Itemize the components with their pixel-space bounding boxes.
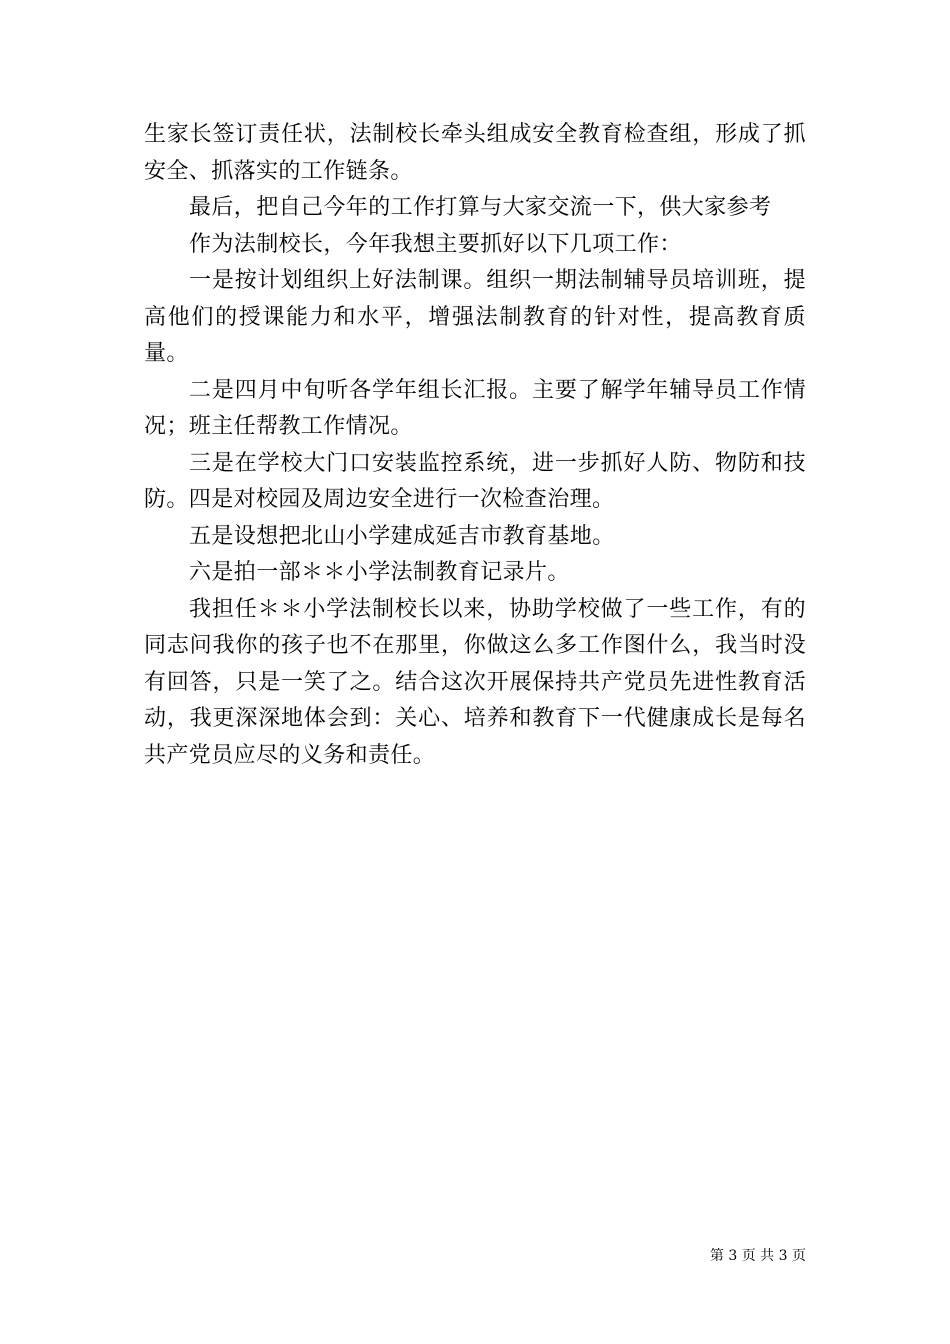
paragraph-conclusion: 我担任＊＊小学法制校长以来，协助学校做了一些工作，有的同志问我你的孩子也不在那里，你做这么多工作图什么，我当时没有回答，只是一笑了之。结合这次开展保持共产党员先进性教育活动，我更深深地体会到：关心、培养和教育下一代健康成长是每名共产党员应尽的义务和责任。 xyxy=(144,596,806,768)
paragraph-item-three-four: 三是在学校大门口安装监控系统，进一步抓好人防、物防和技防。四是对校园及周边安全进行一次检查治理。 xyxy=(144,450,806,512)
paragraph-item-six: 六是拍一部＊＊小学法制教育记录片。 xyxy=(189,560,570,585)
paragraph-work-plan-intro: 作为法制校长，今年我想主要抓好以下几项工作： xyxy=(189,231,682,257)
paragraph-item-one: 一是按计划组织上好法制课。组织一期法制辅导员培训班，提高他们的授课能力和水平，增强法制教育的针对性，提高教育质量。 xyxy=(144,268,806,366)
page-number-footer: 第 3 页 共 3 页 xyxy=(709,1248,806,1264)
paragraph-item-two: 二是四月中旬听各学年组长汇报。主要了解学年辅导员工作情况；班主任帮教工作情况。 xyxy=(144,377,806,439)
paragraph-continuation: 生家长签订责任状，法制校长牵头组成安全教育检查组，形成了抓安全、抓落实的工作链条。 xyxy=(144,122,806,184)
document-body xyxy=(144,117,806,774)
paragraph-item-five: 五是设想把北山小学建成延吉市教育基地。 xyxy=(189,523,615,549)
paragraph-closing-intro: 最后，把自己今年的工作打算与大家交流一下，供大家参考 xyxy=(189,195,772,220)
